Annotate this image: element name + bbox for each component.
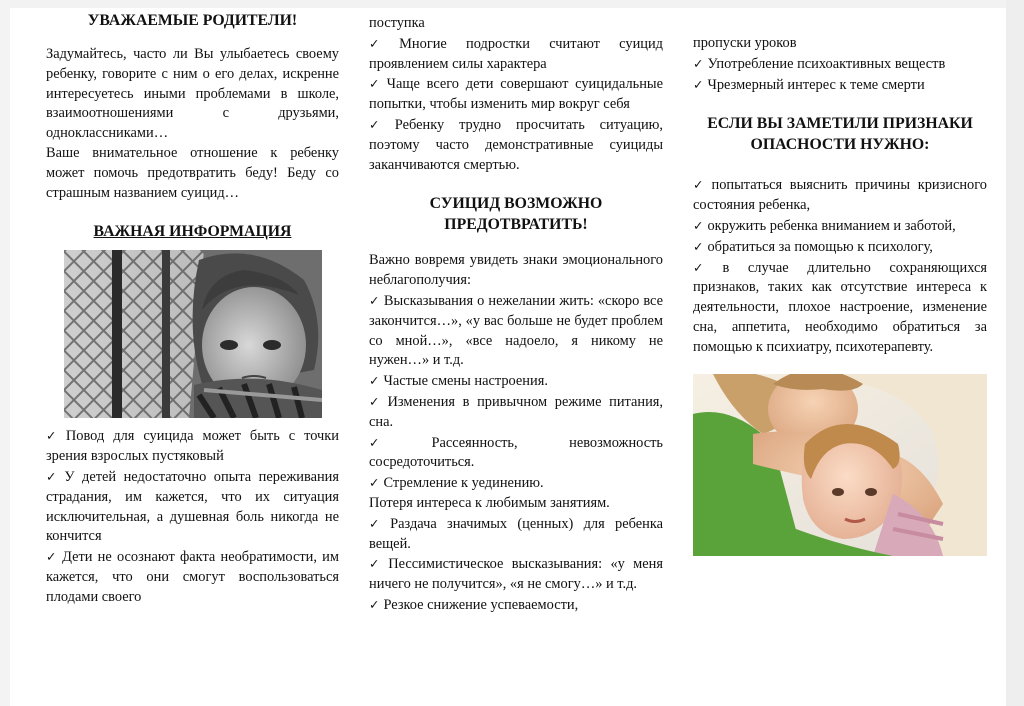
check-mark-icon: ✓ [46,549,59,565]
sad-child-photo [64,250,322,418]
list-item: ✓ в случае длительно сохраняющихся признаков, таких как отсутствие интереса к деятельности, плохое настроение, изменение сна, аппетита, необходимо обратиться за помощью к психиатру, психотерапевту. [693,259,987,355]
list-item: ✓ Чаще всего дети совершают суицидальные попытки, чтобы изменить мир вокруг себя [369,76,663,113]
page-right-edge [1006,0,1024,706]
check-mark-icon: ✓ [693,238,704,254]
list-item: ✓ Изменения в привычном режиме питания, сна. [369,393,663,430]
page-left-edge [0,0,10,706]
list-item: ✓ Стремление к уединению. [369,475,544,492]
column-right [693,34,987,556]
list-item: ✓ Повод для суицида может быть с точки зрения взрослых пустяковый [46,428,339,465]
check-mark-icon: ✓ [369,556,385,572]
parents-title: УВАЖАЕМЫЕ РОДИТЕЛИ! [87,12,298,29]
important-info-title: ВАЖНАЯ ИНФОРМАЦИЯ [93,223,292,241]
check-mark-icon: ✓ [693,217,704,233]
check-mark-icon: ✓ [369,596,380,612]
check-mark-icon: ✓ [693,259,719,275]
important-info-list [46,426,339,607]
list-item: ✓ У детей недостаточно опыта переживания страдания, им кажется, что их ситуация исключительная, а душевная боль никогда не кончится [46,468,339,545]
intro-paragraph-2: Ваше внимательное отношение к ребенку может помочь предотвратить беду! Беду со страшным названием суицид… [46,144,339,201]
list-item: ✓ Рассеянность, невозможность сосредоточиться. [369,434,663,471]
list-item: ✓ Употребление психоактивных веществ [693,55,946,72]
intro-paragraph: Задумайтесь, часто ли Вы улыбаетесь своему ребенку, говорите с ним о его делах, искренне интересуетесь иными проблемами в школе, взаимоотношениями с друзьями, одноклассниками… [46,46,339,142]
mother-child-image [693,374,987,556]
sad-child-image [64,250,322,418]
plain-line: Потеря интереса к любимым занятиям. [369,494,610,511]
check-mark-icon: ✓ [369,393,384,409]
check-mark-icon: ✓ [46,468,61,484]
continued-text: пропуски уроков [693,35,797,51]
warning-signs-lead: Важно вовремя увидеть знаки эмоционального неблагополучия: [369,252,663,289]
continued-text: поступка [369,15,425,31]
check-mark-icon: ✓ [693,76,704,92]
danger-signs-heading: ЕСЛИ ВЫ ЗАМЕТИЛИ ПРИЗНАКИ ОПАСНОСТИ НУЖНО: [707,115,973,154]
list-item: ✓ Многие подростки считают суицид проявлением силы характера [369,35,663,72]
list-item: ✓ Ребенку трудно просчитать ситуацию, поэтому часто демонстративные суициды заканчиваются смертью. [369,116,663,173]
mother-hugging-child-photo [693,374,987,556]
check-mark-icon: ✓ [369,292,380,308]
prevention-heading: СУИЦИД ВОЗМОЖНО ПРЕДОТВРАТИТЬ! [429,195,603,234]
list-item: ✓ Частые смены настроения. [369,373,548,390]
check-mark-icon: ✓ [369,76,383,92]
list-item: ✓ Пессимистическое высказывания: «у меня ничего не получится», «я не смогу…» и т.д. [369,556,663,593]
check-mark-icon: ✓ [369,373,380,389]
column-left [46,10,339,608]
list-item: ✓ Дети не осознают факта необратимости, им кажется, что они смогут воспользоваться плодами своего [46,549,339,605]
check-mark-icon: ✓ [369,434,428,450]
column-middle [369,14,663,616]
list-item: ✓ попытаться выяснить причины кризисного состояния ребенка, [693,177,987,214]
list-item: ✓ Резкое снижение успеваемости, [369,596,579,613]
check-mark-icon: ✓ [46,428,62,444]
check-mark-icon: ✓ [369,515,387,531]
check-mark-icon: ✓ [369,475,380,491]
list-item: ✓ обратиться за помощью к психологу, [693,238,933,255]
list-item: ✓ Раздача значимых (ценных) для ребенка вещей. [369,515,663,552]
check-mark-icon: ✓ [369,35,396,51]
check-mark-icon: ✓ [693,55,704,71]
check-mark-icon: ✓ [369,116,391,132]
check-mark-icon: ✓ [693,177,708,193]
list-item: ✓ Чрезмерный интерес к теме смерти [693,76,925,93]
page-top-edge [0,0,1024,8]
list-item: ✓ Высказывания о нежелании жить: «скоро все закончится…», «у вас больше не будет проблем со мной…», «все надоело, я никому не нужен…» и т.д. [369,292,663,369]
list-item: ✓ окружить ребенка вниманием и заботой, [693,217,956,234]
